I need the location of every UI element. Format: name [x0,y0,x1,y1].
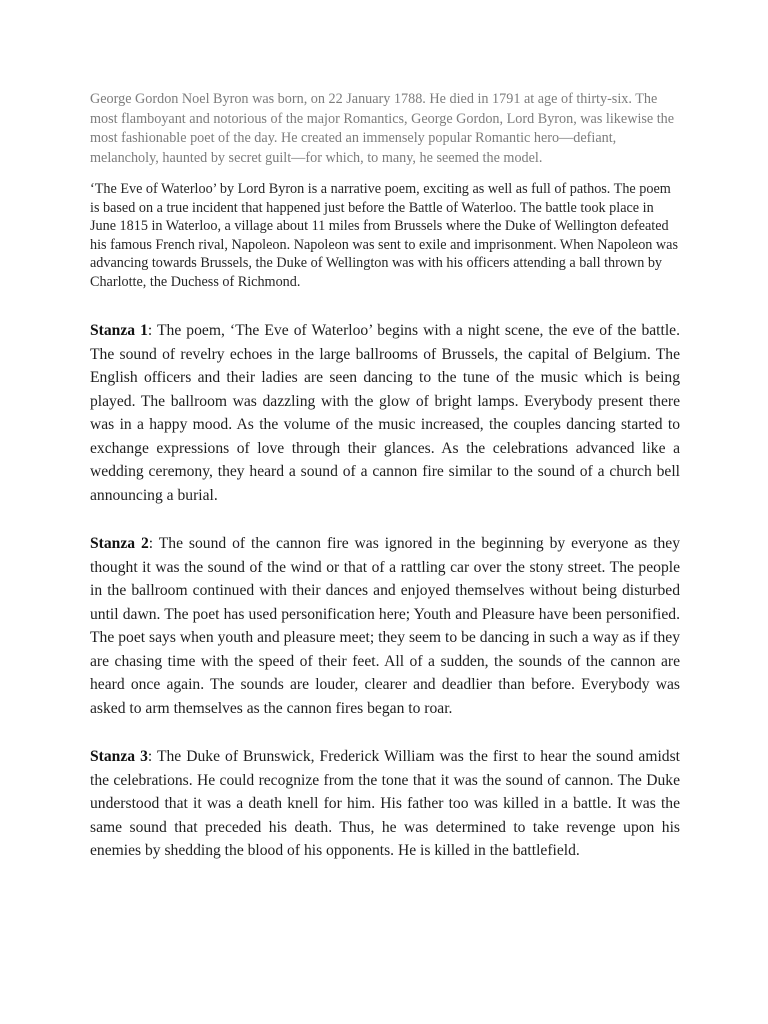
stanza-1-text: : The poem, ‘The Eve of Waterloo’ begins with a night scene, the eve of the battle. The sound of revelry echoes in the large ballrooms of Brussels, the capital of Belgium. The English officers and their ladies are seen dancing to the tune of the music which is being played. The ballroom was dazzling with the glow of bright lamps. Everybody present there was in a happy mood. As the volume of the music increased, the couples dancing started to exchange expressions of love through their glances. As the celebrations advanced like a wedding ceremony, they heard a sound of a cannon fire similar to the sound of a church bell announcing a burial. [90,322,680,504]
poem-summary-paragraph: ‘The Eve of Waterloo’ by Lord Byron is a narrative poem, exciting as well as full of pathos. The poem is based on a true incident that happened just before the Battle of Waterloo. The battle took place in June 1815 in Waterloo, a village about 11 miles from Brussels where the Duke of Wellington defeated his famous French rival, Napoleon. Napoleon was sent to exile and imprisonment. When Napoleon was advancing towards Brussels, the Duke of Wellington was with his officers attending a ball thrown by Charlotte, the Duchess of Richmond. [90,181,678,290]
stanza-2-label: Stanza 2 [90,535,149,552]
document-page [90,90,680,863]
stanza-2-text: : The sound of the cannon fire was ignored in the beginning by everyone as they thought it was the sound of the wind or that of a rattling car over the stony street. The people in the ballroom continued with their dances and enjoyed themselves without being disturbed until dawn. The poet has used personification here; Youth and Pleasure have been personified. The poet says when youth and pleasure meet; they seem to be dancing in such a way as if they are chasing time with the speed of their feet. All of a sudden, the sounds of the cannon are heard once again. The sounds are louder, clearer and deadlier than before. Everybody was asked to arm themselves as the cannon fires began to roar. [90,535,680,717]
stanza-3-label: Stanza 3 [90,748,148,765]
author-intro-paragraph: George Gordon Noel Byron was born, on 22 January 1788. He died in 1791 at age of thirty-six. The most flamboyant and notorious of the major Romantics, George Gordon, Lord Byron, was likewise the most fashionable poet of the day. He created an immensely popular Romantic hero—defiant, melancholy, haunted by secret guilt—for which, to many, he seemed the model. [90,91,675,166]
stanza-3-paragraph [90,745,680,863]
stanza-2-paragraph [90,532,680,720]
stanza-1-paragraph [90,319,680,507]
stanza-1-label: Stanza 1 [90,322,148,339]
stanza-3-text: : The Duke of Brunswick, Frederick William was the first to hear the sound amidst the celebrations. He could recognize from the tone that it was the sound of cannon. The Duke understood that it was a death knell for him. His father too was killed in a battle. It was the same sound that preceded his death. Thus, he was determined to take revenge upon his enemies by shedding the blood of his opponents. He is killed in the battlefield. [90,748,680,859]
